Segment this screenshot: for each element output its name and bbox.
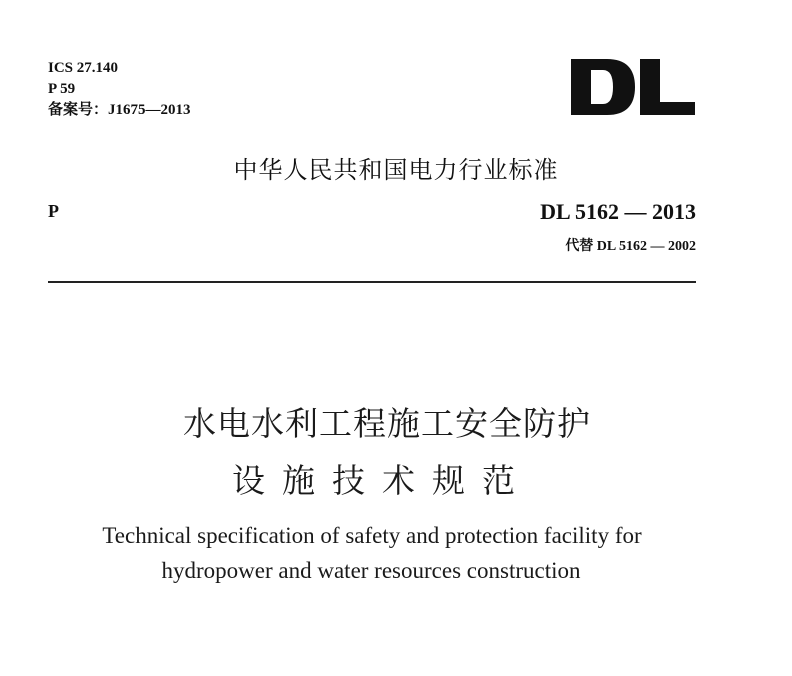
replaces-note: 代替 DL 5162 — 2002 [565,239,696,254]
dl-logo [569,58,696,116]
standard-number: DL 5162 — 2013 [540,199,696,224]
filing-number: 备案号：J1675—2013 [48,102,191,118]
ics-code: ICS 27.140 [48,60,119,76]
header-divider [48,281,696,283]
english-title-line-1: Technical specification of safety and protection facility for [102,523,642,548]
ccs-code: P 59 [48,81,76,97]
chinese-title-line-1: 水电水利工程施工安全防护 [183,404,591,443]
industry-standard-title: 中华人民共和国电力行业标准 [233,156,559,184]
classification-code: P [48,201,59,221]
english-title-line-2: hydropower and water resources construction [161,558,581,583]
chinese-title-line-2: 设施技术规范 [232,461,532,500]
